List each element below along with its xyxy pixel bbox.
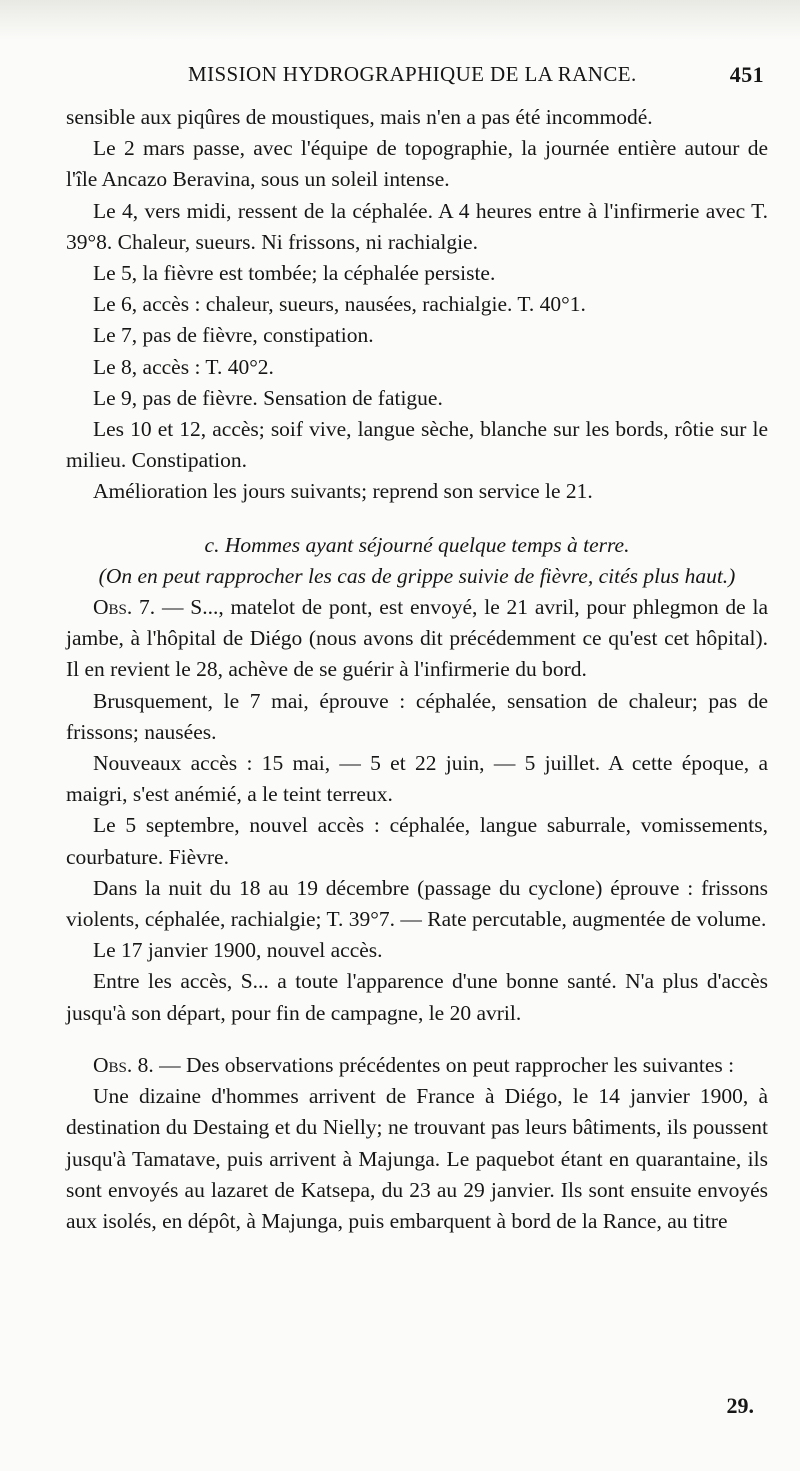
running-header <box>70 62 764 92</box>
paragraph: Le 2 mars passe, avec l'équipe de topographie, la journée entière autour de l'île Ancazo Beravina, sous un soleil intense. <box>66 136 768 192</box>
observation-7-lead <box>66 592 768 686</box>
paragraph: Amélioration les jours suivants; reprend son service le 21. <box>93 479 593 504</box>
paragraph: Dans la nuit du 18 au 19 décembre (passage du cyclone) éprouve : frissons violents, céphalée, rachialgie; T. 39°7. — Rate percutable, augmentée de volume. <box>66 875 768 932</box>
section-subheading: (On en peut rapprocher les cas de grippe suivie de fièvre, cités plus haut.) <box>98 563 736 588</box>
page-number: 451 <box>729 62 764 87</box>
printer-signature: 29. <box>726 1393 754 1418</box>
running-title: MISSION HYDROGRAPHIQUE DE LA RANCE. <box>188 62 637 86</box>
paragraph: Entre les accès, S... a toute l'apparence d'une bonne santé. N'a plus d'accès jusqu'à son départ, pour fin de campagne, le 20 avril. <box>66 969 768 1025</box>
paragraph: Le 17 janvier 1900, nouvel accès. <box>93 938 383 963</box>
observation-lead-text: — Des observations précédentes on peut rapprocher les suivantes : <box>153 1052 735 1077</box>
paragraph: Brusquement, le 7 mai, éprouve : céphalée, sensation de chaleur; pas de frissons; nausées. <box>66 688 768 744</box>
paragraph: Le 5 septembre, nouvel accès : céphalée, langue saburrale, vomissements, courbature. Fièvre. <box>66 813 768 869</box>
paragraph: Le 6, accès : chaleur, sueurs, nausées, rachialgie. T. 40°1. <box>93 292 586 317</box>
paragraph: sensible aux piqûres de moustiques, mais n'en a pas été incommodé. <box>66 105 653 129</box>
page-edge-shading <box>0 0 800 40</box>
paragraph: Le 9, pas de fièvre. Sensation de fatigue. <box>93 385 443 410</box>
observation-label: Obs. 8. <box>93 1052 154 1077</box>
observation-8-lead <box>66 1050 768 1081</box>
paragraph: Le 8, accès : T. 40°2. <box>93 354 274 379</box>
section-heading: c. Hommes ayant séjourné quelque temps à terre. <box>204 532 630 557</box>
paragraph: Une dizaine d'hommes arrivent de France à Diégo, le 14 janvier 1900, à destination du Destaing et du Nielly; ne trouvant pas leurs bâtiments, ils poussent jusqu'à Tamatave, puis arrivent à Majunga. Le paquebot étant en quarantaine, ils sont envoyés au lazaret de Katsepa, du 23 au 29 janvier. Ils sont ensuite envoyés aux isolés, en dépôt, à Majunga, puis embarquent à bord de la Rance, au titre <box>66 1084 768 1233</box>
paragraph: Nouveaux accès : 15 mai, — 5 et 22 juin, — 5 juillet. A cette époque, a maigri, s'est anémié, a le teint terreux. <box>66 751 768 807</box>
observation-label: Obs. 7. <box>93 595 156 620</box>
observation-lead-text: — S..., matelot de pont, est envoyé, le 21 avril, pour phlegmon de la jambe, à l'hôpital de Diégo (nous avons dit précédemment ce qu'est cet hôpital). Il en revient le 28, achève de se guérir à l'infirmerie du bord. <box>66 595 768 682</box>
body-text <box>66 102 768 1237</box>
paragraph: Le 7, pas de fièvre, constipation. <box>93 323 374 348</box>
paragraph: Le 4, vers midi, ressent de la céphalée. A 4 heures entre à l'infirmerie avec T. 39°8. Chaleur, sueurs. Ni frissons, ni rachialgie. <box>66 198 768 254</box>
paragraph: Les 10 et 12, accès; soif vive, langue sèche, blanche sur les bords, rôtie sur le milieu. Constipation. <box>66 417 768 473</box>
paragraph: Le 5, la fièvre est tombée; la céphalée persiste. <box>93 261 496 286</box>
